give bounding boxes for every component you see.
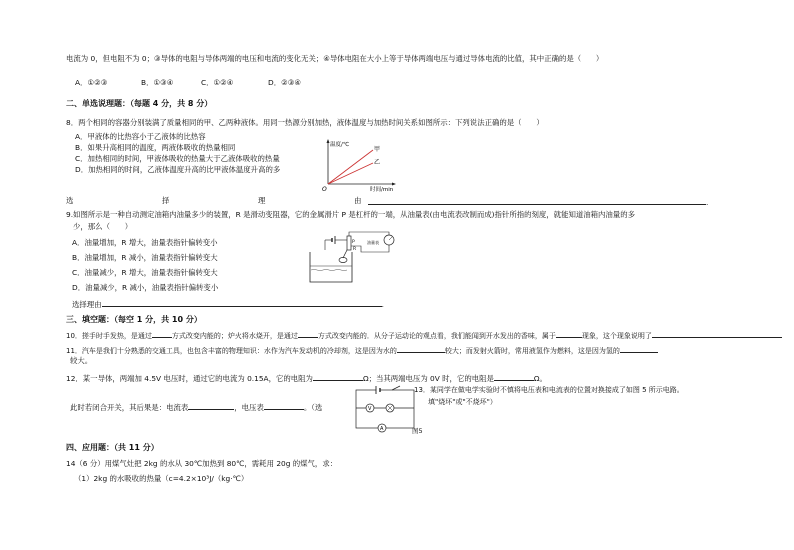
q8-reason-char-3: 理 bbox=[258, 196, 266, 205]
q9-oil-tank-figure bbox=[305, 230, 405, 288]
q9-reason: 选择理由 . bbox=[72, 300, 384, 309]
q8-reason-char-2: 择 bbox=[162, 196, 170, 205]
q14-stem: 14（6 分）用煤气灶把 2kg 的水从 30℃加热到 80℃，需耗用 20g 的煤气，求： bbox=[66, 459, 338, 468]
svg-text:A: A bbox=[380, 426, 384, 432]
q10-blank-3[interactable] bbox=[556, 329, 582, 338]
q12-blank-2[interactable] bbox=[494, 372, 534, 381]
graph-series-jia-label: 甲 bbox=[374, 146, 381, 153]
q8-option-c: C．加热相同的时间，甲液体吸收的热量大于乙液体吸收的热量 bbox=[75, 154, 280, 163]
section-4-heading: 四、应用题：（共 11 分） bbox=[66, 443, 159, 452]
q9-reason-label: 选择理由 bbox=[72, 300, 102, 309]
q9-stem-line-2: 少，那么（ ） bbox=[73, 222, 133, 231]
q8-option-a: A．甲液体的比热容小于乙液体的比热容 bbox=[75, 132, 206, 141]
q6-option-d: D．②③④ bbox=[268, 78, 301, 87]
q9-option-c: C．油量减少，R 增大，油量表指针偏转变大 bbox=[72, 268, 218, 277]
q9-option-a: A．油量增加，R 增大，油量表指针偏转变小 bbox=[72, 238, 218, 247]
q8-option-d: D．加热相同的时间，乙液体温度升高的比甲液体温度升高的多 bbox=[75, 165, 281, 174]
q6-stem-tail: 电流为 0，但电阻不为 0；③导体的电阻与导体两端的电压和电流的变化无关；④导体电阻在大小上等于导体两端电压与通过导体电流的比值，其中正确的是（ ） bbox=[66, 54, 604, 63]
q13-blank-1[interactable] bbox=[188, 401, 234, 410]
q14-subquestion-1: （1）2kg 的水吸收的热量（c=4.2×10³J/（kg·℃） bbox=[74, 474, 249, 483]
q13-circuit-figure bbox=[352, 384, 420, 438]
q13-part-3: 。（选 bbox=[303, 403, 323, 412]
graph-x-axis-label: 时间/min bbox=[370, 187, 394, 193]
q10-line bbox=[66, 329, 782, 341]
q10-part-2: 方式改变内能的；炉火将水烧开，是通过 bbox=[171, 332, 298, 340]
graph-series-yi-label: 乙 bbox=[374, 159, 381, 166]
graph-y-axis-label: 温度/℃ bbox=[330, 142, 350, 148]
q12-part-3: Ω。 bbox=[533, 374, 547, 383]
q10-blank-4[interactable] bbox=[652, 329, 782, 338]
q6-option-b: B．①③④ bbox=[141, 78, 174, 87]
svg-text:V: V bbox=[368, 406, 372, 412]
q13-line-1: 13．某同学在做电学实验时不慎将电压表和电流表的位置对换接成了如图 5 所示电路。 bbox=[414, 386, 684, 394]
q6-option-c: C．①②④ bbox=[201, 78, 234, 87]
q13-line-3: 填"烧坏"或"不烧坏"） bbox=[428, 398, 497, 406]
q9-fuel-gauge-label: 油量表 bbox=[367, 240, 379, 245]
q8-reason-char-1: 选 bbox=[66, 196, 74, 205]
q9-stem-line-1: 9.如图所示是一种自动测定油箱内油量多少的装置，R 是滑动变阻器，它的金属滑片 P 是杠杆的一端，从油量表(由电流表改制而成)指针所指的刻度，就能知道油箱内油量的多 bbox=[66, 210, 635, 219]
q11-part-2: 较大；而发射火箭时，常用液氢作为燃料，这是因为氢的 bbox=[444, 347, 620, 355]
q13-figure-caption: 图5 bbox=[412, 427, 423, 435]
q8-reason-answer-line[interactable]: . bbox=[368, 196, 708, 208]
q10-part-4: 现象，这个现象说明了 bbox=[581, 332, 652, 340]
graph-origin-label: O bbox=[322, 186, 327, 193]
q13-part-2: ，电压表 bbox=[234, 403, 264, 412]
q10-part-3: 方式改变内能的．从分子运动论的观点看，我们能闻到开水发出的香味，属于 bbox=[317, 332, 556, 340]
q8-temperature-time-graph bbox=[318, 137, 398, 195]
q10-blank-1[interactable] bbox=[152, 329, 172, 338]
q11-blank-2[interactable] bbox=[620, 344, 658, 353]
q10-blank-2[interactable] bbox=[298, 329, 318, 338]
q12-part-2: Ω；当其两端电压为 0V 时，它的电阻是 bbox=[362, 374, 494, 383]
section-3-heading: 三、填空题：（每空 1 分，共 10 分） bbox=[66, 315, 202, 324]
q13-part-1: 此时若闭合开关，其后果是：电流表 bbox=[70, 403, 189, 412]
q9-option-d: D．油量减少，R 减小，油量表指针偏转变小 bbox=[72, 283, 219, 292]
q6-option-a: A．①②③ bbox=[75, 78, 108, 87]
q10-part-1: 10．搓手时手发热，是通过 bbox=[66, 332, 152, 340]
q12-line bbox=[66, 372, 547, 384]
q11-tail: 较大。 bbox=[70, 356, 93, 365]
q11-blank-1[interactable] bbox=[397, 344, 445, 353]
q12-blank-1[interactable] bbox=[313, 372, 363, 381]
q11-part-1: 11．汽车是我们十分熟悉的交通工具，也包含丰富的物理知识：水作为汽车发动机的冷却剂，这是因为水的 bbox=[66, 347, 397, 355]
q13-line-2 bbox=[70, 401, 322, 413]
q8-reason-char-4: 由 bbox=[354, 196, 362, 205]
q11-line bbox=[66, 344, 658, 356]
q9-reason-answer-line[interactable] bbox=[102, 298, 382, 307]
svg-text:P: P bbox=[352, 240, 355, 245]
q12-part-1: 12．某一导体，两端加 4.5V 电压时，通过它的电流为 0.15A，它的电阻为 bbox=[66, 374, 313, 383]
q13-blank-2[interactable] bbox=[264, 401, 304, 410]
svg-text:R: R bbox=[353, 247, 357, 252]
q8-stem: 8．两个相同的容器分别装满了质量相同的甲、乙两种液体。用同一热源分别加热，液体温度与加热时间关系如图所示：下列说法正确的是（ ） bbox=[66, 118, 544, 127]
section-2-heading: 二、单选说理题：（每题 4 分，共 8 分） bbox=[66, 99, 213, 108]
q8-option-b: B．如果升高相同的温度，两液体吸收的热量相同 bbox=[75, 143, 236, 152]
q9-option-b: B．油量增加，R 减小，油量表指针偏转变大 bbox=[72, 253, 218, 262]
